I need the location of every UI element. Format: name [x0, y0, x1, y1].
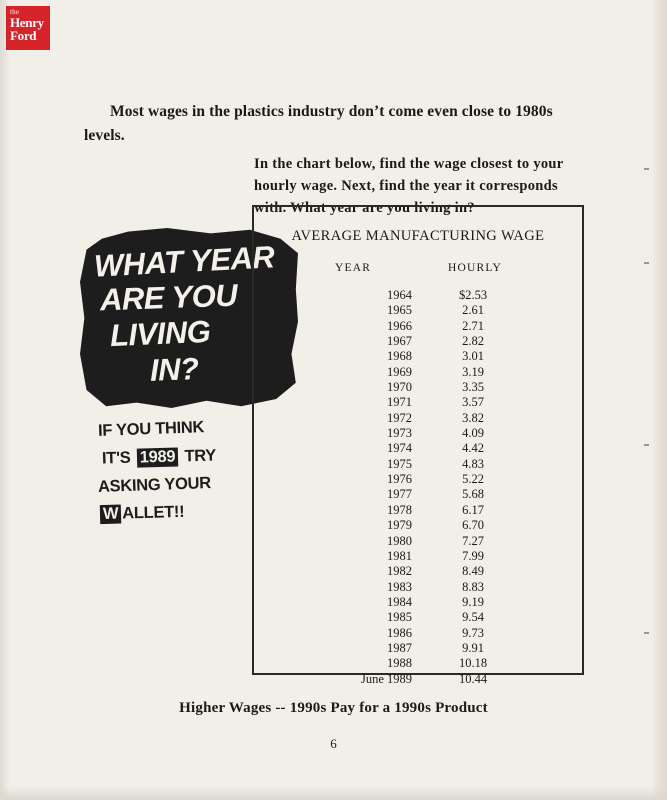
wage-row-hourly: 8.83 — [462, 579, 484, 594]
wage-row-year: 1972 — [387, 410, 412, 425]
poster-subtext-line-3: ASKING YOUR — [97, 474, 212, 496]
wage-row-year: June 1989 — [360, 671, 412, 686]
wage-row-hourly: 5.22 — [462, 472, 484, 487]
registration-tick — [644, 632, 649, 634]
table-row — [300, 334, 528, 349]
logo-line-ford: Ford — [10, 28, 37, 43]
column-header-hourly: HOURLY — [448, 262, 502, 274]
wage-row-year: 1976 — [387, 472, 412, 487]
poster-subtext-line-1: IF YOU THINK — [97, 418, 205, 440]
wage-row-hourly: 9.19 — [462, 594, 484, 609]
wage-row-hourly: 4.42 — [462, 441, 484, 456]
table-row — [300, 319, 528, 334]
wage-row-hourly: $2.53 — [458, 288, 488, 302]
wage-row-hourly: 7.27 — [462, 533, 484, 548]
wage-row-year: 1973 — [387, 426, 412, 441]
wage-row-hourly: 4.83 — [462, 456, 484, 471]
wage-row-hourly: 5.68 — [462, 487, 484, 502]
wage-row-hourly: 6.17 — [462, 502, 484, 517]
page-edge-shading-right — [651, 0, 667, 800]
wage-row-hourly: 3.57 — [462, 395, 484, 410]
page-number: 6 — [330, 736, 337, 751]
wage-row-year: 1981 — [387, 548, 412, 563]
wage-row-hourly: 9.73 — [462, 625, 484, 640]
wage-row-year: 1979 — [387, 518, 412, 533]
wage-row-year: 1970 — [387, 380, 412, 395]
wage-row-year: 1964 — [387, 288, 412, 302]
wage-row-year: 1980 — [387, 533, 412, 548]
wage-row-year: 1988 — [387, 656, 412, 671]
registration-tick — [644, 168, 649, 170]
wage-row-hourly: 10.44 — [458, 671, 488, 686]
wage-row-hourly: 4.09 — [462, 426, 484, 441]
wage-row-hourly: 2.61 — [462, 303, 484, 318]
table-row — [300, 672, 528, 687]
table-row — [300, 365, 528, 380]
intro-paragraph: Most wages in the plastics industry don’t come even close to 1980s levels. — [84, 102, 553, 144]
table-row — [300, 549, 528, 564]
wage-row-year: 1965 — [387, 303, 412, 318]
registration-tick — [644, 262, 649, 264]
table-row — [300, 349, 528, 364]
column-header-year: YEAR — [335, 262, 372, 274]
table-row — [300, 303, 528, 318]
poster-subtext-year-badge: 1989 — [136, 448, 178, 468]
wage-row-hourly: 9.91 — [462, 640, 484, 655]
table-row — [300, 626, 528, 641]
poster-headline-line-2: ARE YOU — [99, 277, 238, 318]
wage-row-hourly: 2.71 — [462, 318, 484, 333]
registration-tick — [644, 444, 649, 446]
table-row — [300, 380, 528, 395]
the-henry-ford-logo — [6, 6, 50, 50]
table-row — [300, 595, 528, 610]
wage-row-hourly: 3.35 — [462, 380, 484, 395]
table-row — [300, 610, 528, 625]
table-row — [300, 656, 528, 671]
table-row — [300, 580, 528, 595]
poster-subtext — [88, 420, 278, 530]
poster-subtext-try: TRY — [184, 446, 217, 466]
logo-line-henry: Henry — [10, 15, 44, 30]
wage-row-hourly: 3.82 — [462, 410, 484, 425]
wage-chart-title: AVERAGE MANUFACTURING WAGE — [291, 228, 545, 244]
wage-row-year: 1969 — [387, 364, 412, 379]
table-row — [300, 503, 528, 518]
page-edge-shading-bottom — [0, 786, 667, 800]
table-row — [300, 518, 528, 533]
wage-row-year: 1968 — [387, 349, 412, 364]
poster-subtext-wallet-cap: W — [100, 505, 122, 525]
poster-subtext-line-2 — [102, 447, 216, 469]
table-row — [300, 426, 528, 441]
table-row — [300, 641, 528, 656]
wage-row-year: 1986 — [387, 625, 412, 640]
table-row — [300, 288, 528, 303]
table-row — [300, 457, 528, 472]
page-edge-shading-left — [0, 0, 10, 800]
wage-row-year: 1984 — [387, 594, 412, 609]
table-row — [300, 487, 528, 502]
poster-headline-line-1: WHAT YEAR — [93, 239, 276, 284]
wage-row-hourly: 6.70 — [462, 518, 484, 533]
wage-row-year: 1985 — [387, 610, 412, 625]
wage-row-year: 1987 — [387, 640, 412, 655]
wage-row-hourly: 10.18 — [458, 656, 488, 671]
wage-row-hourly: 8.49 — [462, 564, 484, 579]
wage-table — [300, 288, 528, 687]
wage-row-year: 1971 — [387, 395, 412, 410]
wage-row-hourly: 3.01 — [462, 349, 484, 364]
page-caption: Higher Wages -- 1990s Pay for a 1990s Product — [179, 700, 488, 716]
table-row — [300, 395, 528, 410]
wage-row-year: 1982 — [387, 564, 412, 579]
poster-subtext-its: IT'S — [101, 448, 131, 468]
poster-subtext-wallet-rest: ALLET!! — [122, 502, 185, 523]
wage-row-year: 1974 — [387, 441, 412, 456]
table-row — [300, 441, 528, 456]
instruction-paragraph: In the chart below, find the wage closest to your hourly wage. Next, find the year it corresponds with. What year are you living in? — [254, 155, 564, 216]
wage-row-year: 1975 — [387, 456, 412, 471]
wage-row-year: 1977 — [387, 487, 412, 502]
logo-line-the: the — [10, 8, 20, 16]
poster-subtext-line-4 — [100, 503, 185, 524]
wage-row-year: 1978 — [387, 502, 412, 517]
poster-headline-line-4: IN? — [149, 351, 200, 388]
wage-row-hourly: 2.82 — [462, 334, 484, 349]
table-row — [300, 411, 528, 426]
table-row — [300, 472, 528, 487]
wage-row-hourly: 9.54 — [462, 610, 484, 625]
poster-headline-line-3: LIVING — [109, 313, 212, 354]
wage-row-year: 1966 — [387, 318, 412, 333]
wage-row-year: 1967 — [387, 334, 412, 349]
table-row — [300, 564, 528, 579]
wage-row-year: 1983 — [387, 579, 412, 594]
wage-row-hourly: 3.19 — [462, 364, 484, 379]
table-row — [300, 534, 528, 549]
wage-row-hourly: 7.99 — [462, 548, 484, 563]
